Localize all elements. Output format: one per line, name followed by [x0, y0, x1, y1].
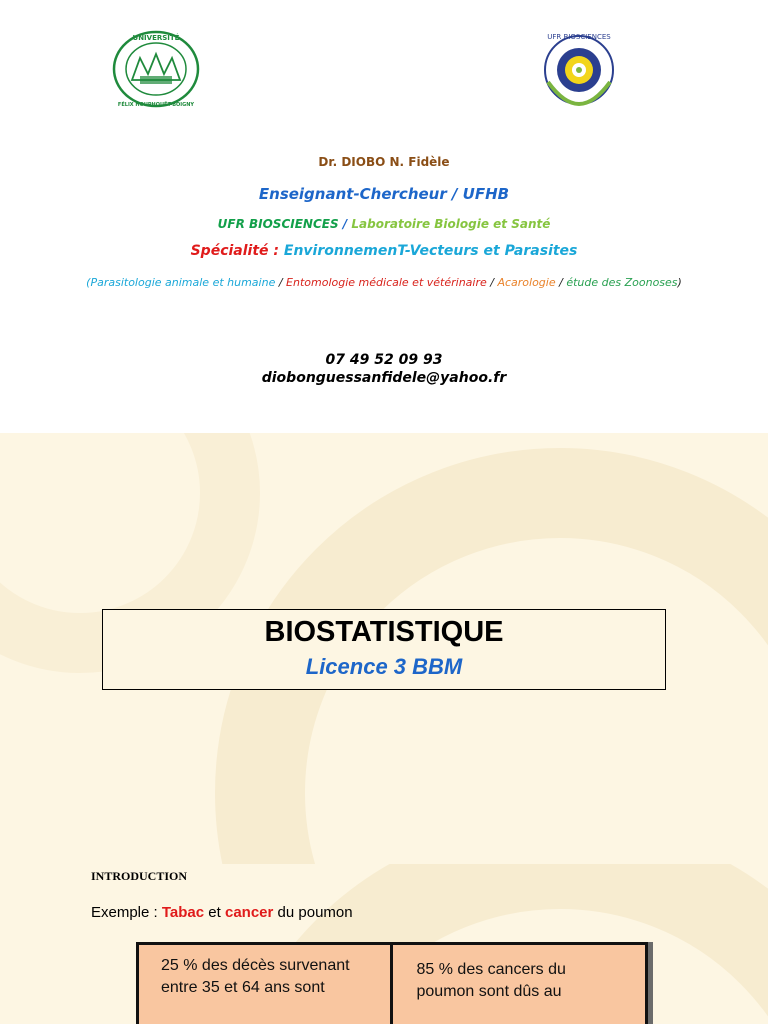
slide-introduction: [0, 864, 768, 1024]
stats-table: [136, 942, 648, 1024]
topics-open: (: [86, 276, 91, 289]
lab-name: Laboratoire Biologie et Santé: [351, 217, 551, 231]
phone-number: 07 49 52 09 93: [325, 352, 443, 368]
ufr-logo-text: UFR BIOSCIENCES: [547, 33, 611, 41]
topics-close: ): [677, 276, 682, 289]
example-line: [91, 904, 353, 921]
title-box: [102, 609, 666, 690]
slide-title-author: [0, 0, 768, 433]
topic-sep-3: /: [555, 276, 567, 289]
topic-zoonoses: étude des Zoonoses: [566, 276, 678, 289]
speciality-label: Spécialité: [190, 243, 269, 259]
author-name: Dr. DIOBO N. Fidèle: [318, 155, 450, 169]
cell-line: entre 35 et 64 ans sont: [161, 979, 325, 996]
section-heading: INTRODUCTION: [91, 869, 188, 883]
example-mid: et: [204, 904, 225, 921]
topic-sep-2: /: [486, 276, 498, 289]
cell-line: 25 % des décès survenant: [161, 957, 350, 974]
course-title: BIOSTATISTIQUE: [264, 616, 504, 648]
university-seal-logo: [110, 28, 202, 110]
topic-sep-1: /: [275, 276, 287, 289]
example-word-cancer: cancer: [224, 904, 274, 921]
example-prefix: Exemple :: [91, 904, 162, 921]
cell-line: poumon sont dûs au: [416, 983, 562, 1000]
ufr-separator: /: [338, 217, 352, 231]
ufr-name: UFR BIOSCIENCES: [217, 217, 339, 231]
table-cell: [139, 945, 390, 1024]
table-shadow: [648, 942, 653, 1024]
example-suffix: du poumon: [273, 904, 353, 921]
topic-entomology: Entomologie médicale et vétérinaire: [286, 276, 487, 289]
seal-top-text: UNIVERSITÉ: [132, 34, 180, 42]
topics-line: [0, 276, 768, 289]
topic-acarology: Acarologie: [497, 276, 556, 289]
seal-bottom-text: FÉLIX HOUPHOUËT-BOIGNY: [117, 102, 195, 108]
speciality-value: EnvironnemenT-Vecteurs et Parasites: [283, 243, 578, 259]
ufr-biosciences-logo: [534, 30, 624, 106]
email-address: diobonguessanfidele@yahoo.fr: [261, 370, 507, 386]
course-subtitle: Licence 3 BBM: [305, 654, 463, 679]
cell-line: 85 % des cancers du: [416, 961, 566, 978]
slide-course-title: [0, 433, 768, 864]
example-word-tabac: Tabac: [161, 904, 205, 921]
speciality-line: [0, 243, 768, 259]
table-cell: [390, 945, 646, 1024]
topic-parasitology: Parasitologie animale et humaine: [90, 276, 276, 289]
speciality-colon: :: [268, 243, 284, 259]
ufr-lab-line: [0, 217, 768, 231]
author-role: Enseignant-Chercheur / UFHB: [258, 185, 510, 203]
